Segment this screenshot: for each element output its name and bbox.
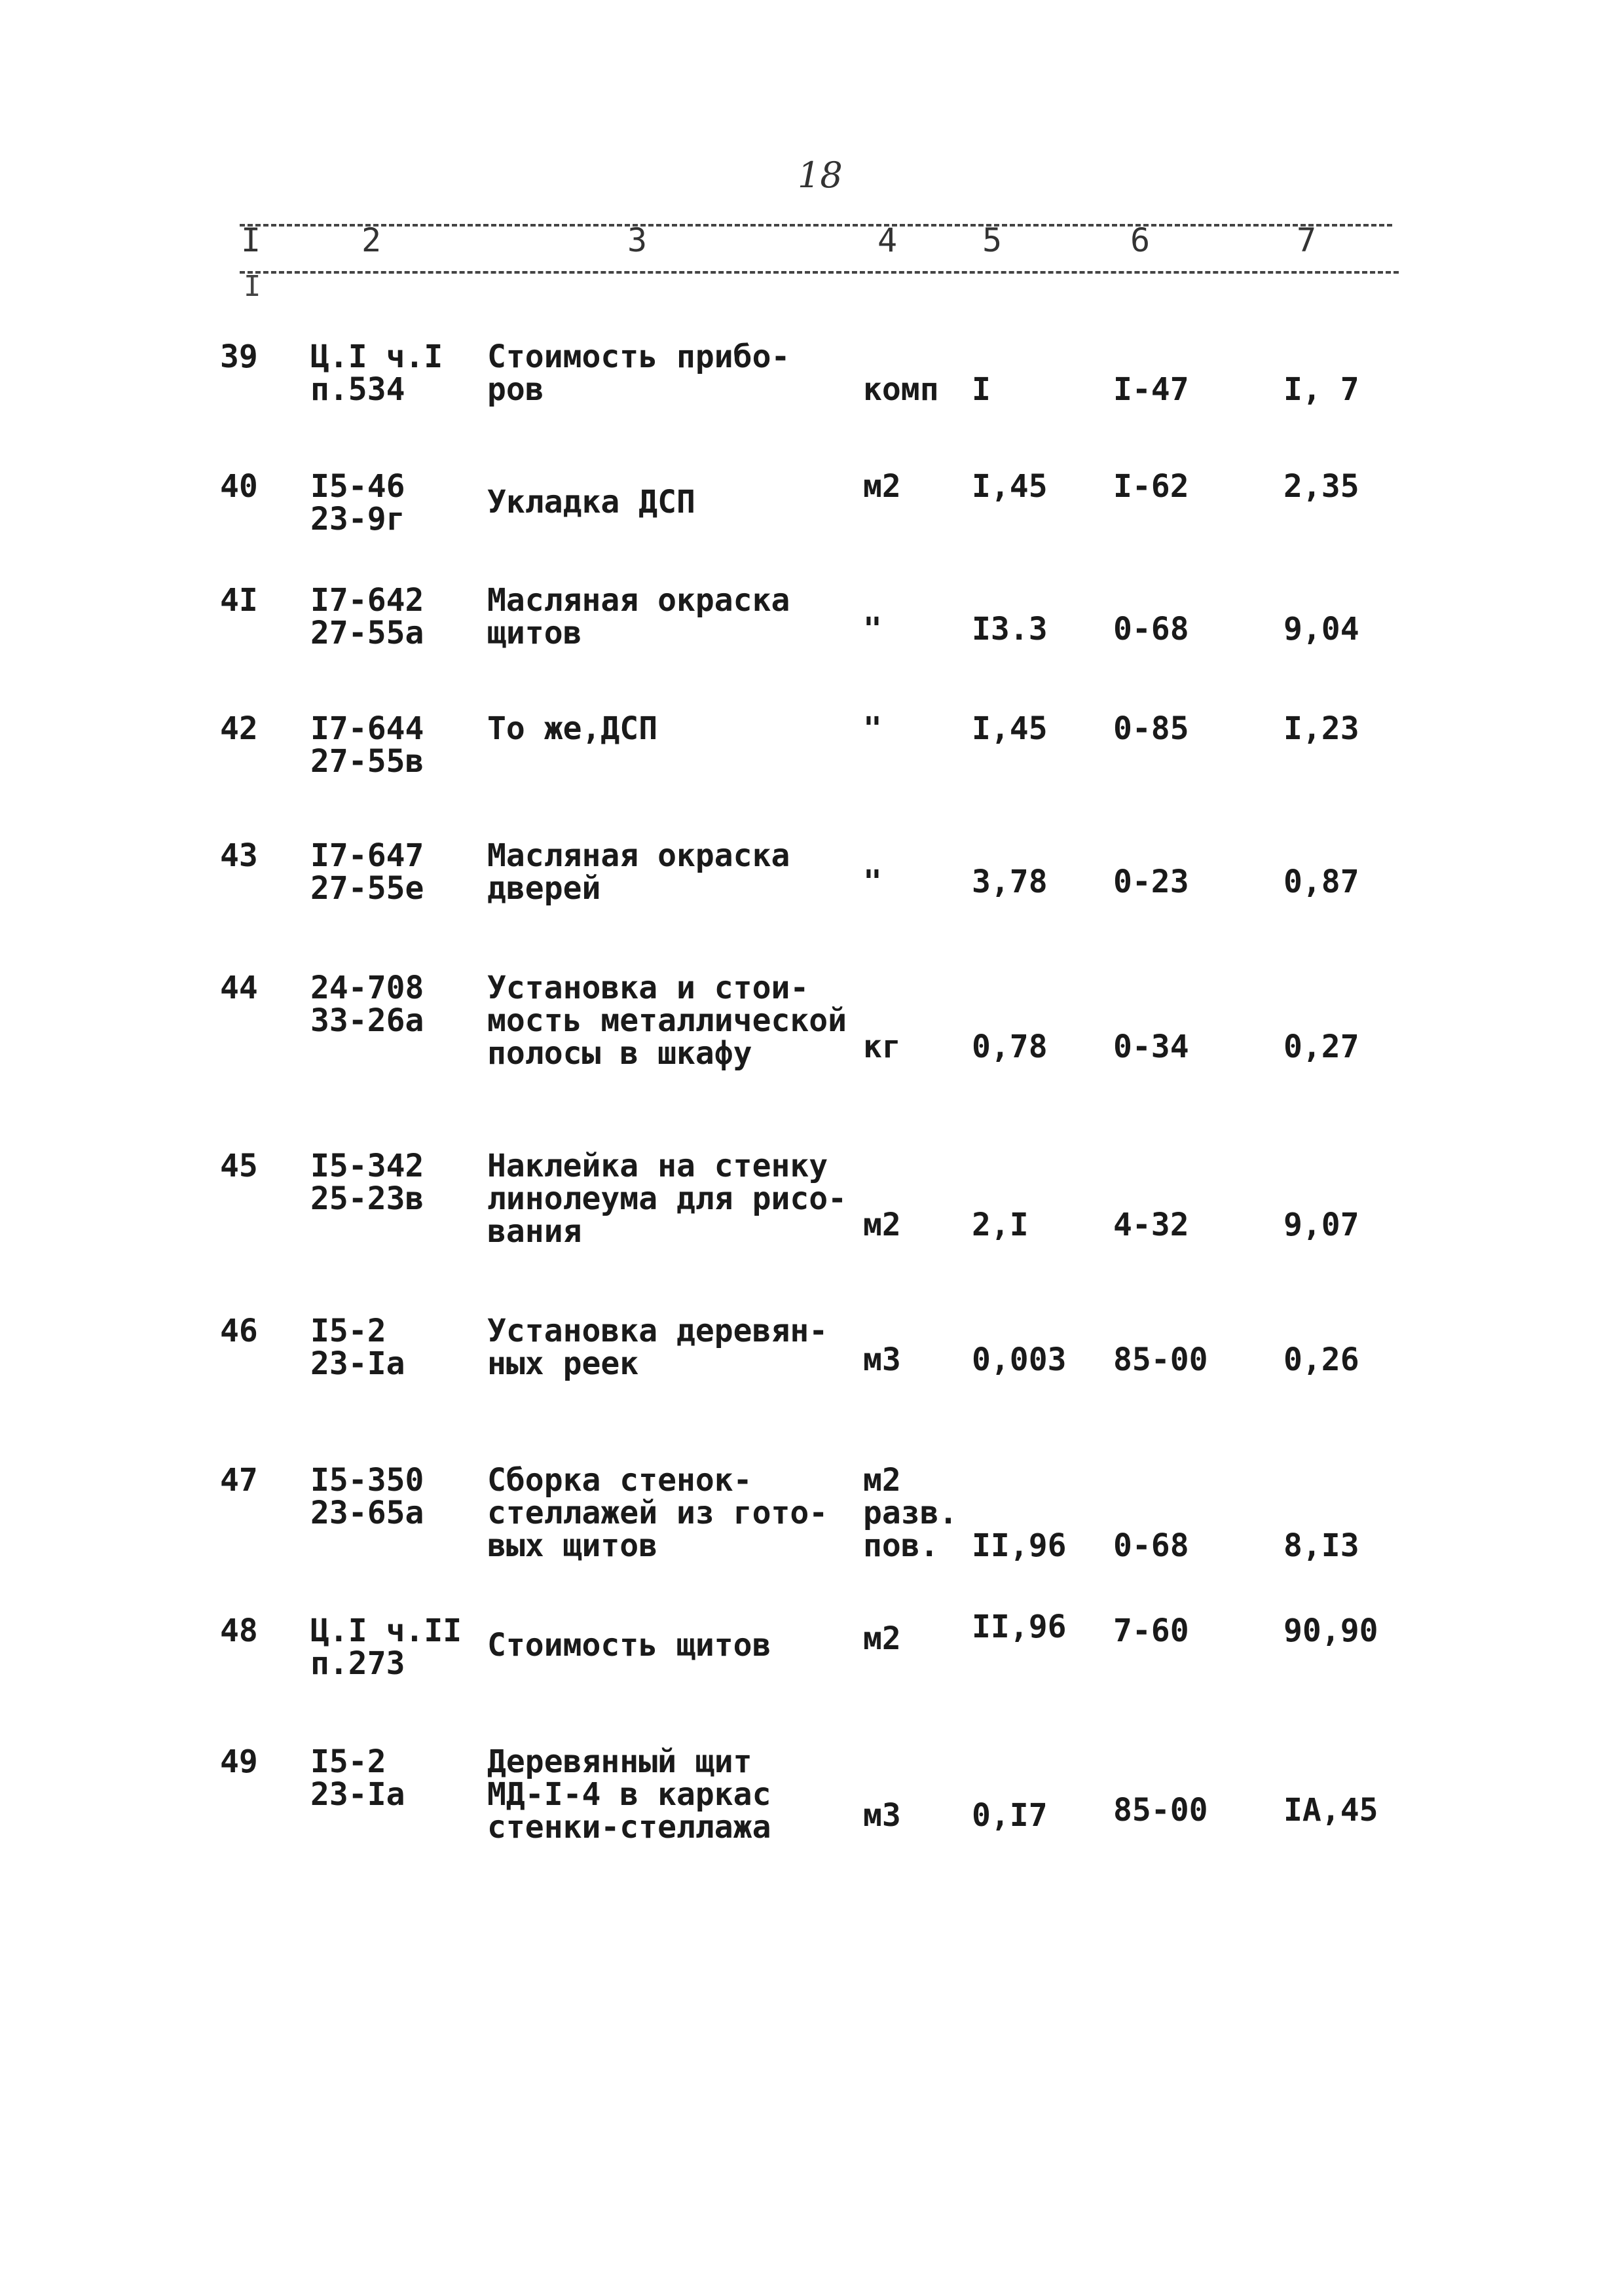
- row-total: I, 7: [1283, 371, 1359, 408]
- row-unit-price: 0-34: [1113, 1029, 1189, 1065]
- row-number: 49: [220, 1743, 258, 1780]
- row-total: 0,87: [1283, 864, 1359, 900]
- column-header-4: 4: [877, 221, 898, 259]
- row-total: 8,I3: [1283, 1527, 1359, 1564]
- row-code: I7-642 27-55а: [310, 582, 424, 651]
- column-header-5: 5: [982, 221, 1003, 259]
- row-quantity: II,96: [972, 1527, 1067, 1564]
- header-bottom-rule: [240, 271, 1399, 274]
- row-code: I5-342 25-23в: [310, 1148, 424, 1217]
- row-unit-price: 0-85: [1113, 710, 1189, 747]
- row-unit-price: 0-23: [1113, 864, 1189, 900]
- column-header-3: 3: [627, 221, 648, 259]
- row-description: То же,ДСП: [487, 710, 658, 747]
- row-number: 46: [220, 1313, 258, 1349]
- row-description: Деревянный щит МД-I-4 в каркас стенки-стеллажа: [487, 1743, 771, 1846]
- row-unit: м2: [863, 468, 901, 505]
- row-number: 48: [220, 1613, 258, 1649]
- row-total: 0,27: [1283, 1029, 1359, 1065]
- row-unit: кг: [863, 1029, 901, 1065]
- column-header-6: 6: [1130, 221, 1151, 259]
- row-code: I5-350 23-65а: [310, 1462, 424, 1531]
- page-number: 18: [798, 155, 843, 196]
- row-unit: м3: [863, 1797, 901, 1834]
- row-unit-price: 7-60: [1113, 1613, 1189, 1649]
- row-total: IA,45: [1283, 1792, 1378, 1829]
- row-unit-price: 4-32: [1113, 1207, 1189, 1243]
- column-header-2: 2: [361, 221, 382, 259]
- header-sub-index: I: [244, 270, 261, 303]
- row-number: 42: [220, 710, 258, 747]
- row-quantity: II,96: [972, 1609, 1067, 1645]
- row-code: I5-46 23-9г: [310, 468, 405, 538]
- row-quantity: I3.3: [972, 611, 1048, 647]
- row-total: 2,35: [1283, 468, 1359, 505]
- row-description: Масляная окраска дверей: [487, 837, 790, 907]
- row-code: Ц.I ч.I п.534: [310, 338, 443, 408]
- row-description: Стоимость прибо- ров: [487, 338, 790, 408]
- row-description: Установка деревян- ных реек: [487, 1313, 828, 1382]
- row-number: 40: [220, 468, 258, 505]
- row-description: Наклейка на стенку линолеума для рисо- вания: [487, 1148, 847, 1250]
- row-quantity: 3,78: [972, 864, 1048, 900]
- row-code: I5-2 23-Iа: [310, 1743, 405, 1813]
- row-code: I7-647 27-55е: [310, 837, 424, 907]
- row-number: 43: [220, 837, 258, 874]
- row-unit: м2: [863, 1620, 901, 1657]
- row-quantity: I,45: [972, 468, 1048, 505]
- row-quantity: I: [972, 371, 991, 408]
- column-header-1: I: [241, 221, 261, 259]
- row-unit: комп: [863, 371, 939, 408]
- row-description: Укладка ДСП: [487, 484, 695, 520]
- row-number: 45: [220, 1148, 258, 1184]
- row-quantity: 0,I7: [972, 1797, 1048, 1834]
- row-unit: ": [863, 864, 882, 900]
- row-unit-price: 85-00: [1113, 1792, 1208, 1829]
- row-quantity: 0,003: [972, 1341, 1067, 1378]
- row-unit: м2 разв. пов.: [863, 1462, 958, 1564]
- row-total: 9,07: [1283, 1207, 1359, 1243]
- row-code: Ц.I ч.II п.273: [310, 1613, 462, 1682]
- row-unit-price: I-62: [1113, 468, 1189, 505]
- row-code: I7-644 27-55в: [310, 710, 424, 780]
- row-unit: м2: [863, 1207, 901, 1243]
- row-description: Масляная окраска щитов: [487, 582, 790, 651]
- row-code: 24-708 33-26а: [310, 970, 424, 1039]
- row-unit-price: 0-68: [1113, 611, 1189, 647]
- row-unit-price: 0-68: [1113, 1527, 1189, 1564]
- header-top-rule: [240, 224, 1392, 227]
- row-unit-price: I-47: [1113, 371, 1189, 408]
- row-number: 44: [220, 970, 258, 1006]
- row-total: I,23: [1283, 710, 1359, 747]
- row-code: I5-2 23-Iа: [310, 1313, 405, 1382]
- row-quantity: 0,78: [972, 1029, 1048, 1065]
- column-header-7: 7: [1297, 221, 1317, 259]
- row-unit: м3: [863, 1341, 901, 1378]
- row-unit-price: 85-00: [1113, 1341, 1208, 1378]
- row-description: Сборка стенок- стеллажей из гото- вых щитов: [487, 1462, 828, 1564]
- row-number: 4I: [220, 582, 258, 619]
- row-unit: ": [863, 611, 882, 647]
- row-unit: ": [863, 710, 882, 747]
- row-quantity: I,45: [972, 710, 1048, 747]
- row-total: 90,90: [1283, 1613, 1378, 1649]
- row-total: 9,04: [1283, 611, 1359, 647]
- row-number: 39: [220, 338, 258, 375]
- row-quantity: 2,I: [972, 1207, 1029, 1243]
- row-number: 47: [220, 1462, 258, 1499]
- row-description: Стоимость щитов: [487, 1627, 771, 1664]
- row-description: Установка и стои- мость металлической полосы в шкафу: [487, 970, 847, 1072]
- row-total: 0,26: [1283, 1341, 1359, 1378]
